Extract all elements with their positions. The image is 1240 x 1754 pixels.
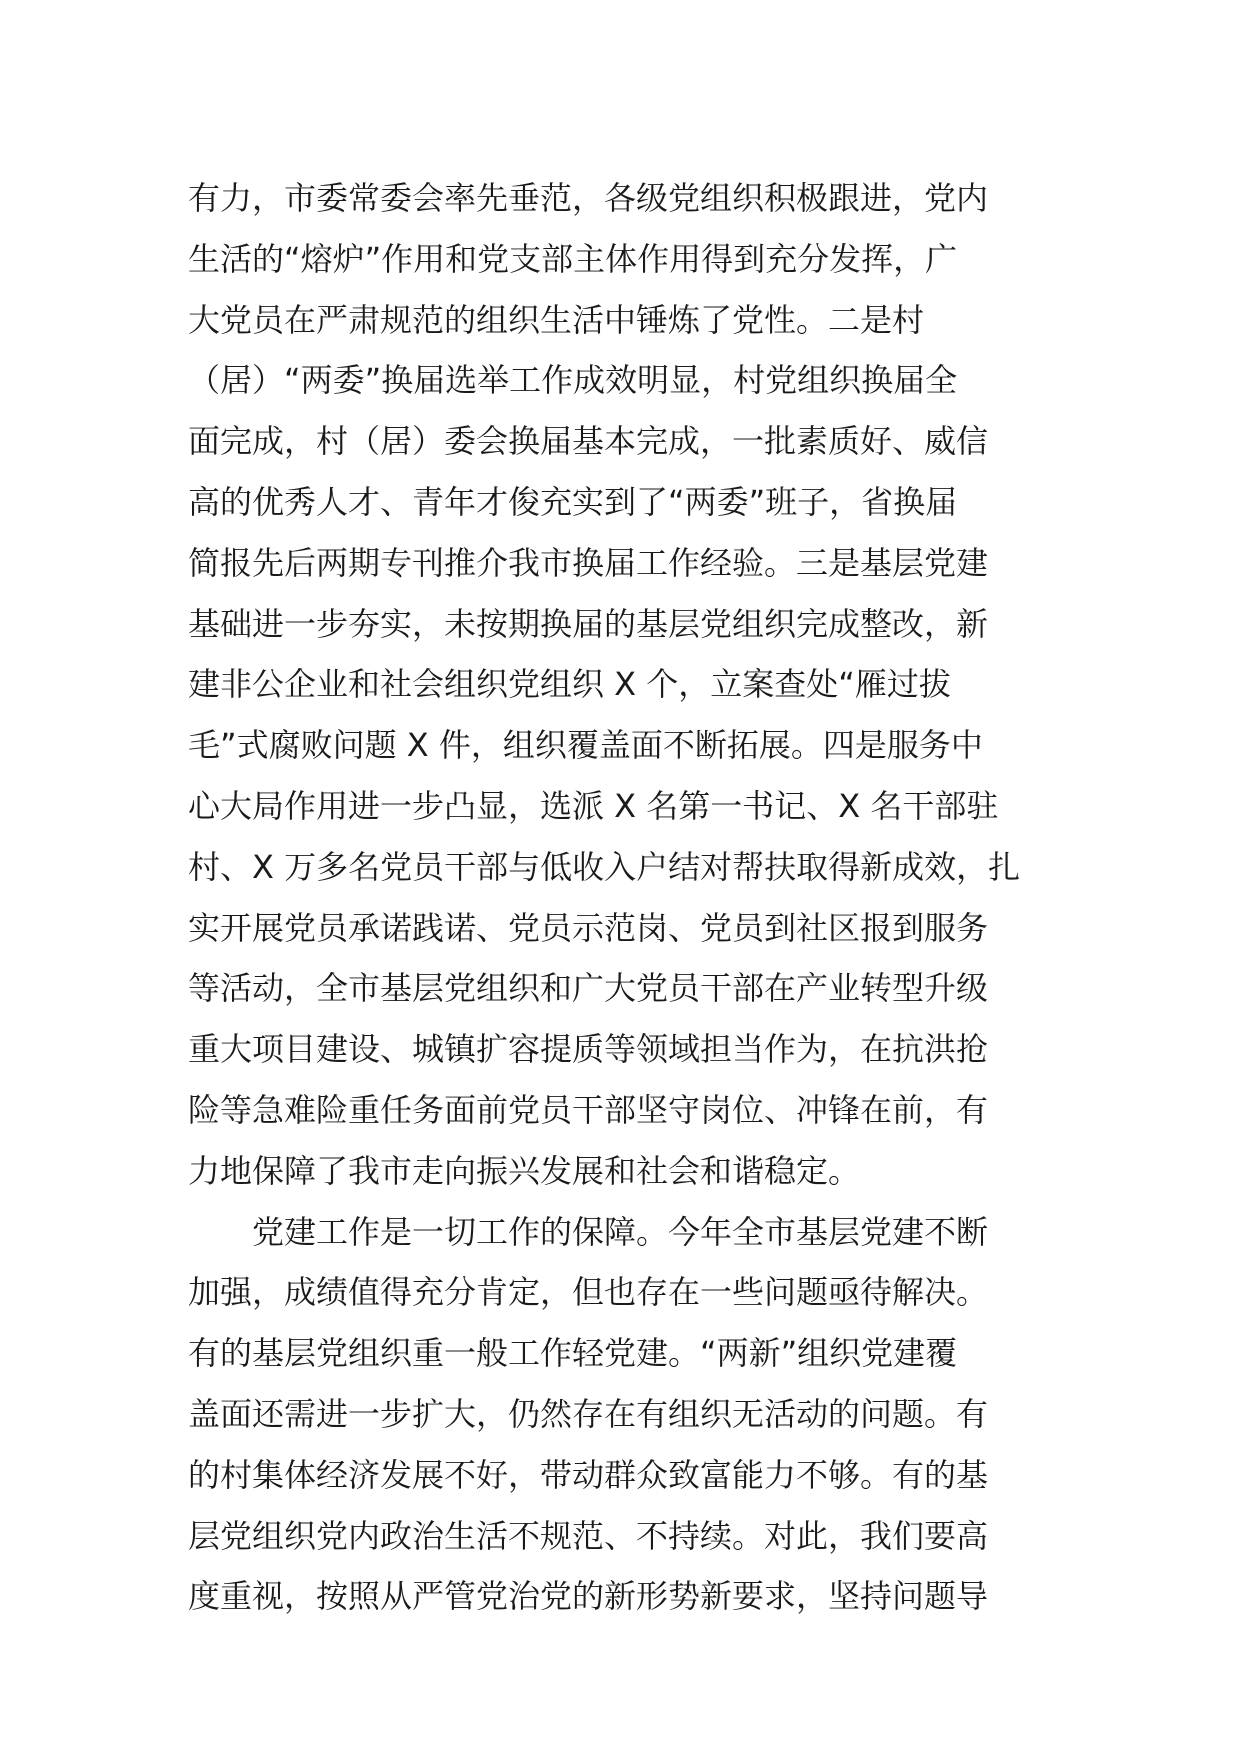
text-line: 大党员在严肃规范的组织生活中锤炼了党性。二是村 bbox=[188, 300, 925, 339]
text-line: 盖面还需进一步扩大，仍然存在有组织无活动的问题。有 bbox=[188, 1394, 989, 1433]
text-line: 有力，市委常委会率先垂范，各级党组织积极跟进，党内 bbox=[188, 179, 989, 217]
text-line: 高的优秀人才、青年才俊充实到了“两委”班子，省换届 bbox=[188, 482, 958, 521]
body-text bbox=[188, 168, 1058, 1627]
text-line: 面完成，村（居）委会换届基本完成，一批素质好、威信 bbox=[188, 422, 989, 461]
text-line: （居）“两委”换届选举工作成效明显，村党组织换届全 bbox=[188, 361, 958, 400]
text-line: 基础进一步夯实，未按期换届的基层党组织完成整改，新 bbox=[188, 604, 989, 643]
text-line: 重大项目建设、城镇扩容提质等领域担当作为，在抗洪抢 bbox=[188, 1030, 989, 1069]
text-line: 加强，成绩值得充分肯定，但也存在一些问题亟待解决。 bbox=[188, 1273, 989, 1312]
text-line: 毛”式腐败问题 X 件，组织覆盖面不断拓展。四是服务中 bbox=[188, 726, 983, 765]
text-line: 的村集体经济发展不好，带动群众致富能力不够。有的基 bbox=[188, 1455, 989, 1494]
text-line: 度重视，按照从严管党治党的新形势新要求，坚持问题导 bbox=[188, 1577, 989, 1616]
text-line: 实开展党员承诺践诺、党员示范岗、党员到社区报到服务 bbox=[188, 908, 989, 947]
text-line: 险等急难险重任务面前党员干部坚守岗位、冲锋在前，有 bbox=[188, 1090, 989, 1129]
text-line: 心大局作用进一步凸显，选派 X 名第一书记、X 名干部驻 bbox=[188, 786, 999, 825]
text-line: 有的基层党组织重一般工作轻党建。“两新”组织党建覆 bbox=[188, 1334, 958, 1373]
text-line: 村、X 万多名党员干部与低收入户结对帮扶取得新成效，扎 bbox=[188, 847, 1021, 886]
text-line: 等活动，全市基层党组织和广大党员干部在产业转型升级 bbox=[188, 969, 989, 1008]
text-line: 生活的“熔炉”作用和党支部主体作用得到充分发挥，广 bbox=[188, 239, 958, 278]
paragraph-start-line: 党建工作是一切工作的保障。今年全市基层党建不断 bbox=[188, 1212, 989, 1251]
text-line: 简报先后两期专刊推介我市换届工作经验。三是基层党建 bbox=[188, 543, 989, 582]
text-line: 力地保障了我市走向振兴发展和社会和谐稳定。 bbox=[188, 1151, 861, 1190]
text-line: 建非公企业和社会组织党组织 X 个，立案查处“雁过拔 bbox=[188, 665, 951, 704]
text-line: 层党组织党内政治生活不规范、不持续。对此，我们要高 bbox=[188, 1516, 989, 1555]
